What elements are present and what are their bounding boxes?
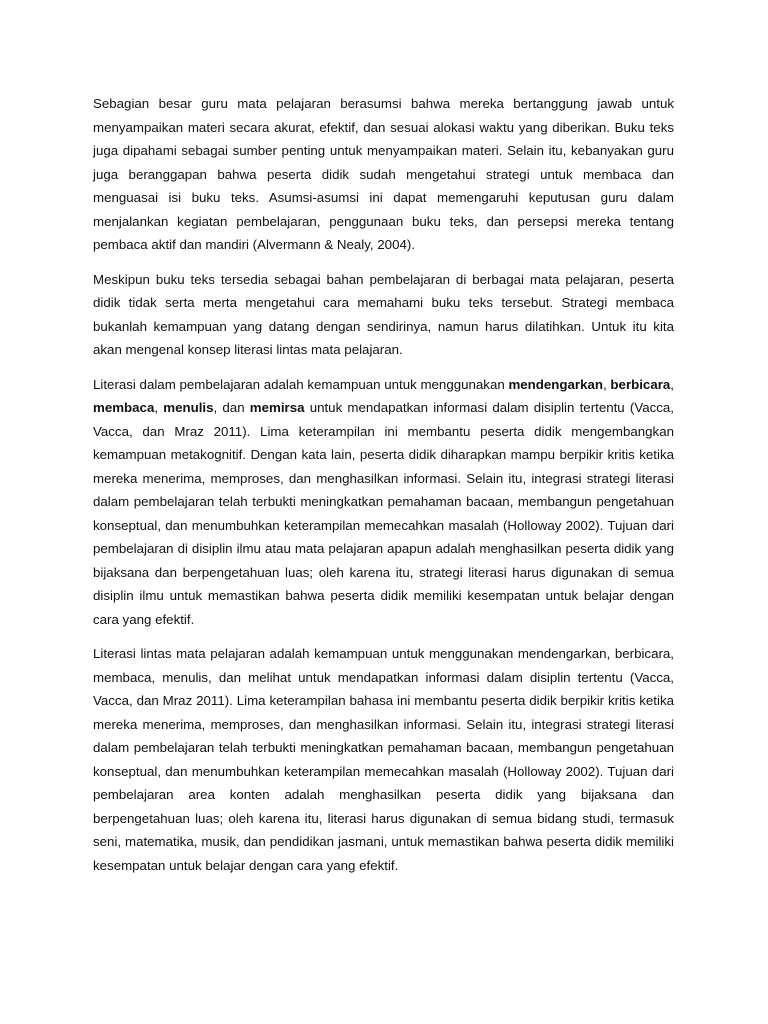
- bold-term-membaca: membaca: [93, 400, 155, 415]
- paragraph-text: Meskipun buku teks tersedia sebagai bahan pembelajaran di berbagai mata pelajaran, peserta didik tidak serta merta mengetahui cara memahami buku teks tersebut. Strategi membaca bukanlah kemampuan yang datang dengan sendirinya, namun harus dilatihkan. Untuk itu kita akan mengenal konsep literasi lintas mata pelajaran.: [93, 271, 674, 357]
- bold-term-memirsa: memirsa: [249, 400, 305, 415]
- bold-term-mendengarkan: mendengarkan: [508, 376, 604, 392]
- paragraph-4: [93, 642, 674, 877]
- paragraph-2: [93, 268, 674, 362]
- paragraph-text: ,: [154, 400, 164, 415]
- bold-term-berbicara: berbicara: [610, 376, 671, 392]
- paragraph-1: [93, 92, 674, 257]
- paragraph-text: Sebagian besar guru mata pelajaran berasumsi bahwa mereka bertanggung jawab untuk menyampaikan materi secara akurat, efektif, dan sesuai alokasi waktu yang diberikan. Buku teks juga dipahami sebagai sumber penting untuk menyampaikan materi. Selain itu, kebanyakan guru juga beranggapan bahwa peserta didik sudah mengetahui strategi untuk membaca dan menguasai isi buku teks. Asumsi-asumsi ini dapat memengaruhi keputusan guru dalam menjalankan kegiatan pembelajaran, penggunaan buku teks, dan persepsi mereka tentang pembaca aktif dan mandiri (Alvermann & Nealy, 2004).: [93, 96, 674, 252]
- paragraph-text: untuk mendapatkan informasi dalam disiplin tertentu (Vacca, Vacca, dan Mraz 2011). Lima keterampilan ini membantu peserta didik mengembangkan kemampuan metakognitif. Dengan kata lain, peserta didik diharapkan mampu berpikir kritis ketika mereka menerima, memproses, dan menghasilkan informasi. Selain itu, integrasi strategi literasi dalam pembelajaran telah terbukti meningkatkan pemahaman bacaan, membangun pengetahuan konseptual, dan menumbuhkan keterampilan memecahkan masalah (Holloway 2002). Tujuan dari pembelajaran di disiplin ilmu atau mata pelajaran apapun adalah menghasilkan peserta didik yang bijaksana dan berpengetahuan luas; oleh karena itu, strategi literasi harus digunakan di semua disiplin ilmu untuk memastikan bahwa peserta didik memiliki kesempatan untuk belajar dengan cara yang efektif.: [93, 400, 674, 627]
- paragraph-text: ,: [603, 376, 611, 392]
- paragraph-text: Literasi dalam pembelajaran adalah kemampuan untuk menggunakan: [93, 376, 509, 392]
- document-page: [93, 92, 674, 888]
- bold-term-menulis: menulis: [163, 400, 214, 415]
- paragraph-text: , dan: [213, 400, 250, 415]
- paragraph-3: [93, 373, 674, 632]
- paragraph-text: Literasi lintas mata pelajaran adalah kemampuan untuk menggunakan mendengarkan, berbicara, membaca, menulis, dan melihat untuk mendapatkan informasi dalam disiplin tertentu (Vacca, Vacca, dan Mraz 2011). Lima keterampilan bahasa ini membantu peserta didik berpikir kritis ketika mereka menerima, memproses, dan menghasilkan informasi. Selain itu, integrasi strategi literasi dalam pembelajaran telah terbukti meningkatkan pemahaman bacaan, membangun pengetahuan konseptual, dan menumbuhkan keterampilan memecahkan masalah (Holloway 2002). Tujuan dari pembelajaran area konten adalah menghasilkan peserta didik yang bijaksana dan berpengetahuan luas; oleh karena itu, literasi harus digunakan di semua bidang studi, termasuk seni, matematika, musik, dan pendidikan jasmani, untuk memastikan bahwa peserta didik memiliki kesempatan untuk belajar dengan cara yang efektif.: [93, 646, 674, 873]
- paragraph-text: ,: [670, 376, 674, 392]
